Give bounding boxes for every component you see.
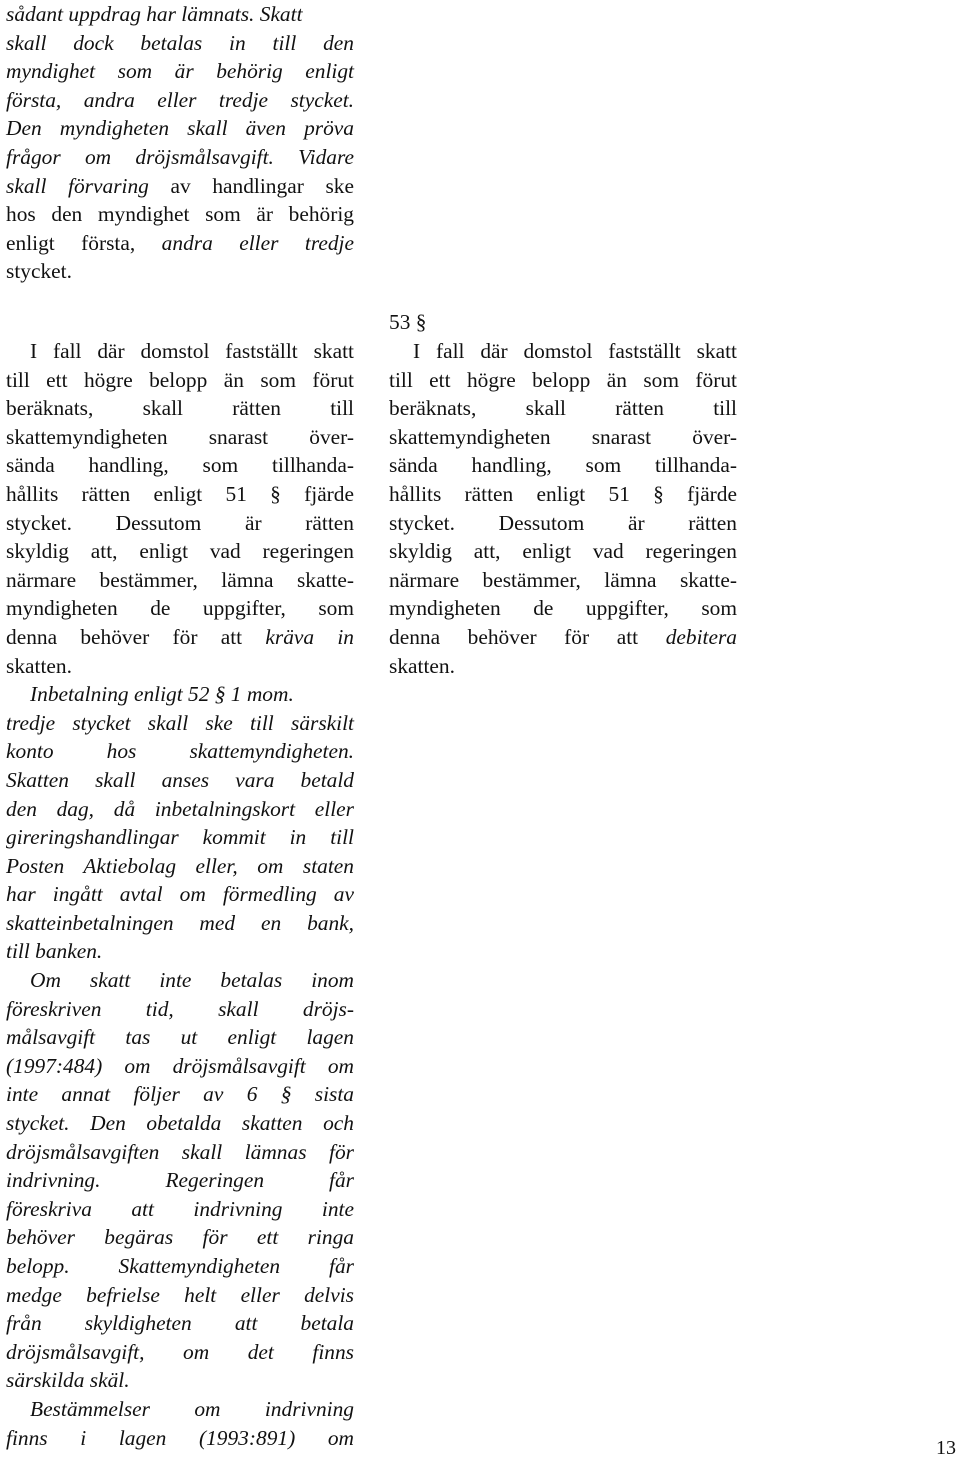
text-segment: skatten.: [389, 653, 455, 678]
text-line: [389, 480, 737, 509]
text-line: [6, 86, 354, 115]
italic-text-segment: debitera: [665, 624, 737, 649]
italic-text-segment: Den myndigheten skall även pröva: [6, 116, 354, 141]
italic-text-segment: till banken.: [6, 939, 103, 964]
italic-text-segment: konto hos skattemyndigheten.: [6, 739, 354, 764]
italic-text-segment: indrivning. Regeringen får: [6, 1168, 354, 1193]
text-line: [6, 200, 354, 229]
text-segment: beräknats, skall rätten till: [389, 396, 737, 421]
text-line: [6, 1252, 354, 1281]
text-line: [6, 995, 354, 1024]
section-heading: [389, 308, 737, 337]
italic-text-segment: Bestämmelser om indrivning: [30, 1396, 354, 1421]
italic-text-segment: frågor om dröjsmålsavgift. Vidare: [6, 144, 354, 169]
text-line: [6, 966, 354, 995]
text-line: [6, 366, 354, 395]
text-line: [389, 623, 737, 652]
text-segment: myndigheten de uppgifter, som: [6, 596, 354, 621]
section-heading-text: 53 §: [389, 310, 427, 334]
text-segment: denna behöver för att: [389, 624, 666, 649]
italic-text-segment: inte annat följer av 6 § sista: [6, 1082, 354, 1107]
text-line: [6, 1195, 354, 1224]
italic-text-segment: första, andra eller tredje stycket.: [6, 87, 354, 112]
text-line: [6, 766, 354, 795]
text-line: [6, 509, 354, 538]
text-line: [6, 1166, 354, 1195]
text-segment: hos den myndighet som är behörig: [6, 202, 354, 227]
text-line: [6, 795, 354, 824]
text-line: [389, 337, 737, 366]
text-line: [6, 566, 354, 595]
text-line: [6, 480, 354, 509]
text-segment: hållits rätten enligt 51 § fjärde: [389, 481, 737, 506]
right-column-main-block: [389, 337, 737, 680]
text-line: [6, 594, 354, 623]
italic-text-segment: andra eller tredje: [135, 230, 354, 255]
italic-text-segment: tredje stycket skall ske till särskilt: [6, 710, 354, 735]
text-line: [6, 0, 354, 29]
italic-text-segment: skatteinbetalningen med en bank,: [6, 910, 354, 935]
italic-text-segment: Inbetalning enligt 52 § 1 mom.: [30, 682, 294, 707]
text-segment: skattemyndigheten snarast över-: [389, 424, 737, 449]
text-line: [389, 451, 737, 480]
text-line: [6, 737, 354, 766]
text-line: [6, 623, 354, 652]
italic-text-segment: dröjsmålsavgiften skall lämnas för: [6, 1139, 354, 1164]
italic-text-segment: skall förvaring: [6, 173, 149, 198]
text-segment: närmare bestämmer, lämna skatte-: [389, 567, 737, 592]
italic-text-segment: har ingått avtal om förmedling av: [6, 882, 354, 907]
text-line: [6, 257, 354, 286]
text-line: [389, 366, 737, 395]
left-column-main-block: [6, 337, 354, 1452]
text-segment: sända handling, som tillhanda-: [6, 453, 354, 478]
italic-text-segment: stycket. Den obetalda skatten och: [6, 1111, 354, 1136]
text-segment: stycket. Dessutom är rätten: [389, 510, 737, 535]
text-segment: sända handling, som tillhanda-: [389, 453, 737, 478]
text-line: [6, 1309, 354, 1338]
text-segment: enligt första,: [6, 230, 136, 255]
text-segment: stycket. Dessutom är rätten: [6, 510, 354, 535]
text-line: [389, 566, 737, 595]
italic-text-segment: Skatten skall anses vara betald: [6, 767, 354, 792]
italic-text-segment: behöver begäras för ett ringa: [6, 1225, 354, 1250]
left-column-top-block: [6, 0, 354, 286]
text-line: [389, 423, 737, 452]
italic-text-segment: sådant uppdrag har lämnats. Skatt: [6, 2, 303, 26]
italic-text-segment: dröjsmålsavgift, om det finns: [6, 1339, 354, 1364]
text-segment: skyldig att, enligt vad regeringen: [6, 539, 354, 564]
text-segment: hållits rätten enligt 51 § fjärde: [6, 481, 354, 506]
italic-text-segment: belopp. Skattemyndigheten får: [6, 1254, 354, 1278]
text-line: [389, 394, 737, 423]
text-line: [6, 29, 354, 58]
italic-text-segment: målsavgift tas ut enligt lagen: [6, 1025, 354, 1050]
page-number: 13: [936, 1437, 956, 1459]
text-segment: beräknats, skall rätten till: [6, 396, 354, 421]
text-line: [6, 1138, 354, 1167]
text-line: [6, 852, 354, 881]
text-line: [6, 537, 354, 566]
italic-text-segment: den dag, då inbetalningskort eller: [6, 796, 354, 821]
italic-text-segment: kräva in: [265, 624, 354, 649]
text-line: [6, 1395, 354, 1424]
text-line: [389, 509, 737, 538]
italic-text-segment: från skyldigheten att betala: [6, 1311, 354, 1336]
text-line: [6, 1338, 354, 1367]
text-line: [6, 394, 354, 423]
italic-text-segment: myndighet som är behörig enligt: [6, 59, 354, 84]
text-segment: denna behöver för att: [6, 624, 266, 649]
text-segment: I fall där domstol fastställt skatt: [413, 339, 737, 363]
italic-text-segment: Om skatt inte betalas inom: [30, 968, 354, 993]
text-line: [6, 172, 354, 201]
text-segment: till ett högre belopp än som förut: [389, 367, 737, 392]
text-segment: till ett högre belopp än som förut: [6, 367, 354, 392]
text-line: [389, 594, 737, 623]
text-line: [6, 709, 354, 738]
italic-text-segment: medge befrielse helt eller delvis: [6, 1282, 354, 1307]
text-segment: av handlingar ske: [148, 173, 354, 198]
text-line: [389, 652, 737, 681]
text-segment: skattemyndigheten snarast över-: [6, 424, 354, 449]
text-line: [6, 1052, 354, 1081]
italic-text-segment: särskilda skäl.: [6, 1368, 130, 1393]
text-line: [6, 143, 354, 172]
text-line: [6, 57, 354, 86]
text-line: [6, 1424, 354, 1453]
italic-text-segment: föreskriva att indrivning inte: [6, 1196, 354, 1221]
text-line: [6, 1080, 354, 1109]
italic-text-segment: föreskriven tid, skall dröjs-: [6, 996, 354, 1021]
text-line: [6, 229, 354, 258]
text-line: [6, 880, 354, 909]
text-line: [6, 1223, 354, 1252]
italic-text-segment: finns i lagen (1993:891) om: [6, 1425, 354, 1450]
text-segment: närmare bestämmer, lämna skatte-: [6, 567, 354, 592]
italic-text-segment: Posten Aktiebolag eller, om staten: [6, 853, 354, 878]
text-segment: I fall där domstol fastställt skatt: [30, 339, 354, 363]
text-segment: skatten.: [6, 653, 72, 678]
text-line: [389, 537, 737, 566]
text-line: [6, 680, 354, 709]
text-line: [6, 337, 354, 366]
text-segment: myndigheten de uppgifter, som: [389, 596, 737, 621]
text-line: [6, 1109, 354, 1138]
text-line: [6, 823, 354, 852]
italic-text-segment: (1997:484) om dröjsmålsavgift om: [6, 1053, 354, 1078]
text-line: [6, 114, 354, 143]
text-line: [6, 1366, 354, 1395]
text-line: [6, 423, 354, 452]
text-line: [6, 1281, 354, 1310]
text-segment: skyldig att, enligt vad regeringen: [389, 539, 737, 564]
text-line: [6, 1023, 354, 1052]
italic-text-segment: skall dock betalas in till den: [6, 30, 354, 55]
text-line: [6, 937, 354, 966]
italic-text-segment: gireringshandlingar kommit in till: [6, 825, 354, 850]
text-line: [6, 652, 354, 681]
text-segment: stycket.: [6, 259, 72, 284]
text-line: [6, 909, 354, 938]
text-line: [6, 451, 354, 480]
